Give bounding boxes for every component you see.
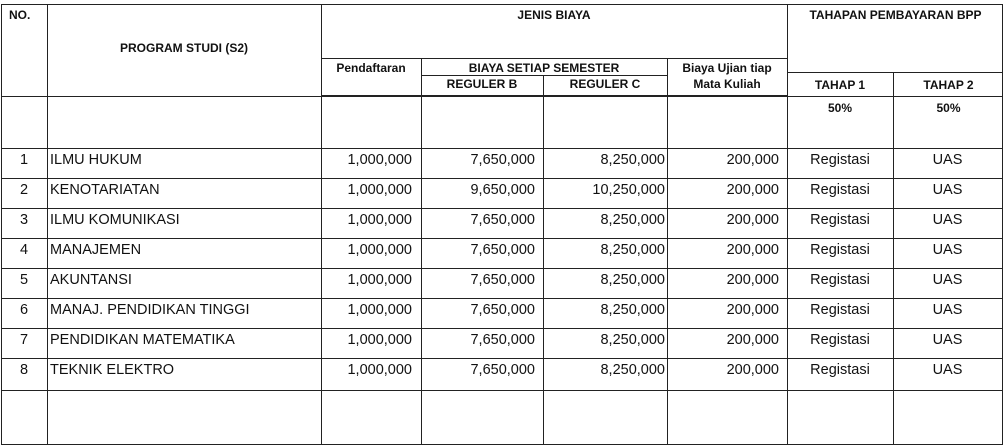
header-reguler-b: REGULER B [446,77,518,91]
row-reguler-b: 7,650,000 [470,272,535,288]
row-number: 5 [19,272,29,288]
row-program: TEKNIK ELEKTRO [50,362,175,378]
header-no: NO. [9,8,31,22]
row-reguler-b: 7,650,000 [470,152,535,168]
header-tahap1: TAHAP 1 [814,78,866,92]
row-program: PENDIDIKAN MATEMATIKA [50,332,235,348]
row-number: 8 [19,362,29,378]
header-biaya-ujian-line2: Mata Kuliah [693,77,761,91]
row-pendaftaran: 1,000,000 [347,152,412,168]
row-program: ILMU KOMUNIKASI [50,212,180,228]
row-tahap2: UAS [932,242,963,258]
grid-line [1,4,2,445]
row-tahap1: Registasi [810,302,870,318]
row-pendaftaran: 1,000,000 [347,332,412,348]
grid-line [421,75,667,76]
row-reguler-b: 7,650,000 [470,212,535,228]
row-reguler-b: 9,650,000 [470,182,535,198]
row-biaya-ujian: 200,000 [726,152,779,168]
row-tahap1: Registasi [810,182,870,198]
grid-line [421,58,422,445]
row-biaya-ujian: 200,000 [726,242,779,258]
grid-line [1,208,1003,209]
row-program: ILMU HUKUM [50,152,142,168]
row-pendaftaran: 1,000,000 [347,242,412,258]
row-reguler-b: 7,650,000 [470,242,535,258]
row-number: 2 [19,182,29,198]
row-tahap2: UAS [932,212,963,228]
row-biaya-ujian: 200,000 [726,302,779,318]
grid-line [1,328,1003,329]
grid-line [1,178,1003,179]
row-tahap2: UAS [932,302,963,318]
grid-line [1,4,1003,5]
grid-line [787,4,788,445]
grid-line [667,58,668,445]
row-reguler-c: 8,250,000 [600,272,665,288]
grid-line [1,390,1003,391]
row-pendaftaran: 1,000,000 [347,212,412,228]
row-tahap2: UAS [932,152,963,168]
row-number: 7 [19,332,29,348]
grid-line [1,148,1003,149]
row-tahap1: Registasi [810,212,870,228]
grid-line [1,298,1003,299]
row-tahap2: UAS [932,272,963,288]
row-reguler-c: 8,250,000 [600,362,665,378]
fee-table [1,4,1003,445]
row-tahap2: UAS [932,182,963,198]
grid-line [893,72,894,445]
row-reguler-b: 7,650,000 [470,332,535,348]
header-program-studi: PROGRAM STUDI (S2) [119,41,248,55]
grid-line [1,238,1003,239]
row-reguler-b: 7,650,000 [470,362,535,378]
row-pendaftaran: 1,000,000 [347,362,412,378]
row-reguler-b: 7,650,000 [470,302,535,318]
grid-line [47,4,48,445]
row-tahap1: Registasi [810,152,870,168]
header-pendaftaran: Pendaftaran [336,61,406,75]
row-biaya-ujian: 200,000 [726,332,779,348]
header-reguler-c: REGULER C [569,77,641,91]
row-number: 3 [19,212,29,228]
header-tahap2: TAHAP 2 [923,78,974,92]
header-biaya-setiap-semester: BIAYA SETIAP SEMESTER [468,61,620,75]
row-reguler-c: 10,250,000 [592,182,665,198]
row-reguler-c: 8,250,000 [600,152,665,168]
row-tahap2: UAS [932,362,963,378]
row-tahap1: Registasi [810,332,870,348]
row-tahap1: Registasi [810,242,870,258]
row-biaya-ujian: 200,000 [726,362,779,378]
row-reguler-c: 8,250,000 [600,302,665,318]
grid-line [543,75,544,445]
grid-line [1,358,1003,359]
row-program: AKUNTANSI [50,272,132,288]
row-program: KENOTARIATAN [50,182,160,198]
row-number: 1 [19,152,29,168]
row-biaya-ujian: 200,000 [726,182,779,198]
row-number: 6 [19,302,29,318]
row-pendaftaran: 1,000,000 [347,272,412,288]
header-biaya-ujian-line1: Biaya Ujian tiap [682,61,772,75]
grid-line [1,96,1003,97]
grid-line [787,72,1003,73]
row-biaya-ujian: 200,000 [726,272,779,288]
grid-line [321,58,787,59]
grid-line [321,4,322,445]
row-reguler-c: 8,250,000 [600,332,665,348]
grid-line [1,268,1003,269]
row-reguler-c: 8,250,000 [600,212,665,228]
row-tahap1: Registasi [810,272,870,288]
row-biaya-ujian: 200,000 [726,212,779,228]
row-tahap2: UAS [932,332,963,348]
header-tahap1-pct: 50% [827,101,853,115]
row-number: 4 [19,242,29,258]
row-pendaftaran: 1,000,000 [347,302,412,318]
row-program: MANAJ. PENDIDIKAN TINGGI [50,302,250,318]
row-reguler-c: 8,250,000 [600,242,665,258]
header-tahapan: TAHAPAN PEMBAYARAN BPP [809,8,982,22]
row-program: MANAJEMEN [50,242,142,258]
header-jenis-biaya: JENIS BIAYA [517,8,591,22]
row-tahap1: Registasi [810,362,870,378]
header-tahap2-pct: 50% [936,101,961,115]
row-pendaftaran: 1,000,000 [347,182,412,198]
